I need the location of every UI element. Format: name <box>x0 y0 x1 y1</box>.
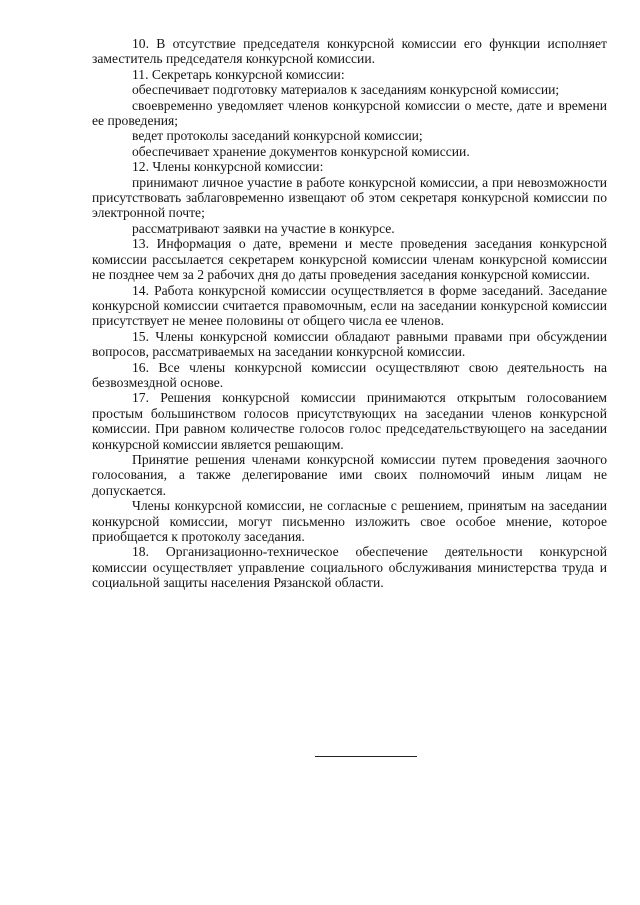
end-divider-line <box>315 756 417 757</box>
secretary-duty-materials: обеспечивает подготовку материалов к заседаниям конкурсной комиссии; <box>132 82 560 98</box>
document-body <box>92 36 607 591</box>
paragraph-16-unpaid-basis: 16. Все члены конкурсной комиссии осуществляют свою деятельность на безвозмездной основе. <box>92 359 607 390</box>
paragraph-11-secretary-heading: 11. Секретарь конкурсной комиссии: <box>132 66 345 82</box>
paragraph-17-voting: 17. Решения конкурсной комиссии принимаются открытым голосованием простым большинством голосов присутствующих на заседании членов конкурсной комиссии. При равном количестве голосов голос председательствующего на заседании конкурсной комиссии является решающим. <box>92 390 607 452</box>
members-duty-participation: принимают личное участие в работе конкурсной комиссии, а при невозможности присутствовать заблаговременно извещают об этом секретаря конкурсной комиссии по электронной почте; <box>92 174 607 221</box>
secretary-duty-notify: своевременно уведомляет членов конкурсной комиссии о месте, дате и времени ее проведения; <box>92 97 607 129</box>
paragraph-12-members-heading: 12. Члены конкурсной комиссии: <box>132 159 324 175</box>
paragraph-15-equal-rights: 15. Члены конкурсной комиссии обладают равными правами при обсуждении вопросов, рассматриваемых на заседании конкурсной комиссии. <box>92 328 607 360</box>
paragraph-10-chairman-absence: 10. В отсутствие председателя конкурсной комиссии его функции исполняет заместитель председателя конкурсной комиссии. <box>92 36 607 67</box>
secretary-duty-protocols: ведет протоколы заседаний конкурсной комиссии; <box>132 128 423 144</box>
paragraph-13-meeting-information: 13. Информация о дате, времени и месте проведения заседания конкурсной комиссии рассылается секретарем конкурсной комиссии членам конкурсной комиссии не позднее чем за 2 рабочих дня до даты проведения заседания конкурсной комиссии. <box>92 236 607 283</box>
paragraph-18-organizational-support: 18. Организационно-техническое обеспечение деятельности конкурсной комиссии осуществляет управление социального обслуживания министерства труда и социальной защиты населения Рязанской области. <box>92 544 607 591</box>
members-duty-applications: рассматривают заявки на участие в конкурсе. <box>132 220 395 236</box>
paragraph-absentee-voting: Принятие решения членами конкурсной комиссии путем проведения заочного голосования, а также делегирование ими своих полномочий иным лицам не допускается. <box>92 451 607 498</box>
paragraph-14-meeting-quorum: 14. Работа конкурсной комиссии осуществляется в форме заседаний. Заседание конкурсной комиссии считается правомочным, если на заседании конкурсной комиссии присутствует не менее половины от общего числа ее членов. <box>92 282 607 329</box>
paragraph-dissenting-opinion: Члены конкурсной комиссии, не согласные с решением, принятым на заседании конкурсной комиссии, могут письменно изложить свое особое мнение, которое приобщается к протоколу заседания. <box>92 498 607 544</box>
secretary-duty-storage: обеспечивает хранение документов конкурсной комиссии. <box>132 143 470 159</box>
